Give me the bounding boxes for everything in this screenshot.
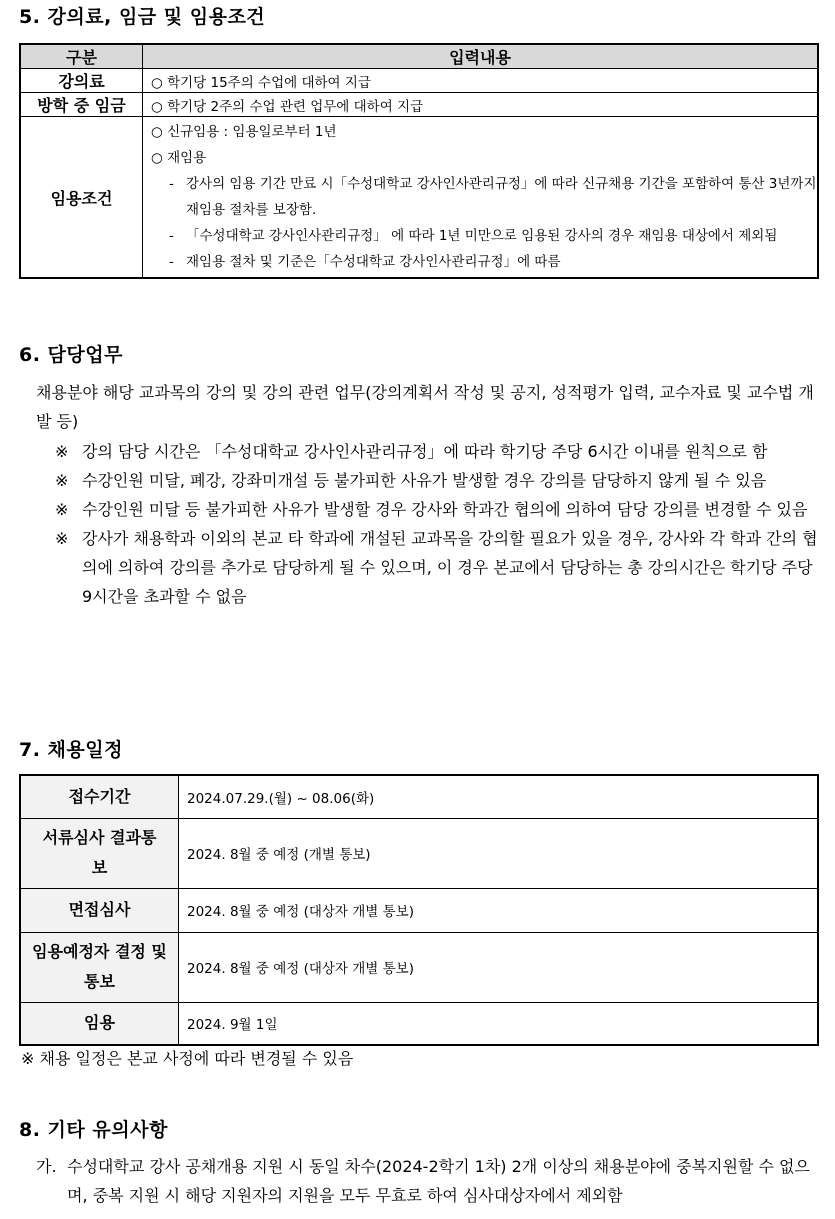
duty-note: ※ 수강인원 미달 등 불가피한 사유가 발생할 경우 강사와 학과간 협의에 의하여 담당 강의를 변경할 수 있음 bbox=[55, 500, 808, 519]
section-5-heading: 5. 강의료, 임금 및 임용조건 bbox=[19, 6, 266, 28]
notice-item: 가. 수성대학교 강사 공채개용 지원 시 동일 차수(2024-2학기 1차) 2개 이상의 채용분야에 중복지원할 수 없으며, 중복 지원 시 해당 지원자의 지원을 모두 무효로 하여 심사대상자에서 제외함 bbox=[36, 1157, 810, 1205]
section-6-heading: 6. 담당업무 bbox=[19, 344, 123, 366]
notice-list bbox=[36, 1152, 822, 1210]
rehire-line: ○ 재임용 bbox=[151, 150, 207, 166]
rehire-sub-item: - 재임용 절차 및 기준은「수성대학교 강사인사관리규정」에 따름 bbox=[169, 254, 561, 270]
compensation-table bbox=[19, 43, 819, 279]
schedule-value: 2024.07.29.(월) ~ 08.06(화) bbox=[179, 775, 819, 818]
schedule-note: ※ 채용 일정은 본교 사정에 따라 변경될 수 있음 bbox=[21, 1049, 354, 1068]
schedule-value: 2024. 9월 1일 bbox=[179, 1002, 819, 1045]
schedule-label: 임용예정자 결정 및 통보 bbox=[20, 932, 179, 1002]
row-content-appointment bbox=[143, 117, 819, 279]
new-hire-line: ○ 신규임용 : 임용일로부터 1년 bbox=[151, 124, 337, 140]
duty-note: ※ 강사가 채용학과 이외의 본교 타 학과에 개설된 교과목을 강의할 필요가 있을 경우, 강사와 각 학과 간의 협의에 의하여 강의를 추가로 담당하게 될 수 있으며, 이 경우 본교에서 담당하는 총 강의시간은 학기당 주당 9시간을 초과할 수 없음 bbox=[55, 529, 818, 606]
section-7-heading: 7. 채용일정 bbox=[19, 739, 123, 761]
duties-paragraph: 채용분야 해당 교과목의 강의 및 강의 관련 업무(강의계획서 작성 및 공지, 성적평가 입력, 교수자료 및 교수법 개발 등) bbox=[36, 383, 814, 431]
row-label-lecture-fee: 강의료 bbox=[20, 69, 143, 93]
col-header-content: 입력내용 bbox=[143, 44, 819, 69]
schedule-label: 임용 bbox=[20, 1002, 179, 1045]
row-label-appointment: 임용조건 bbox=[20, 117, 143, 279]
schedule-value: 2024. 8월 중 예정 (개별 통보) bbox=[179, 818, 819, 888]
schedule-label: 면접심사 bbox=[20, 888, 179, 932]
schedule-value: 2024. 8월 중 예정 (대상자 개별 통보) bbox=[179, 888, 819, 932]
row-content-lecture-fee: ○ 학기당 15주의 수업에 대하여 지급 bbox=[143, 69, 819, 93]
schedule-label: 접수기간 bbox=[20, 775, 179, 818]
duty-note: ※ 수강인원 미달, 폐강, 강좌미개설 등 불가피한 사유가 발생할 경우 강의를 담당하지 않게 될 수 있음 bbox=[55, 471, 767, 490]
rehire-sub-item: - 「수성대학교 강사인사관리규정」 에 따라 1년 미만으로 임용된 강사의 경우 재임용 대상에서 제외됨 bbox=[169, 228, 778, 244]
section-8-heading: 8. 기타 유의사항 bbox=[19, 1119, 168, 1141]
col-header-category: 구분 bbox=[20, 44, 143, 69]
row-content-vacation-wage: ○ 학기당 2주의 수업 관련 업무에 대하여 지급 bbox=[143, 93, 819, 117]
schedule-value: 2024. 8월 중 예정 (대상자 개별 통보) bbox=[179, 932, 819, 1002]
row-label-vacation-wage: 방학 중 임금 bbox=[20, 93, 143, 117]
duty-note: ※ 강의 담당 시간은 「수성대학교 강사인사관리규정」에 따라 학기당 주당 6시간 이내를 원칙으로 함 bbox=[55, 442, 768, 461]
schedule-table bbox=[19, 774, 819, 1046]
duties-notes bbox=[55, 437, 821, 611]
rehire-sub-item: - 강사의 임용 기간 만료 시「수성대학교 강사인사관리규정」에 따라 신규채용 기간을 포함하여 통산 3년까지 재임용 절차를 보장함. bbox=[169, 176, 817, 218]
schedule-label: 서류심사 결과통보 bbox=[20, 818, 179, 888]
